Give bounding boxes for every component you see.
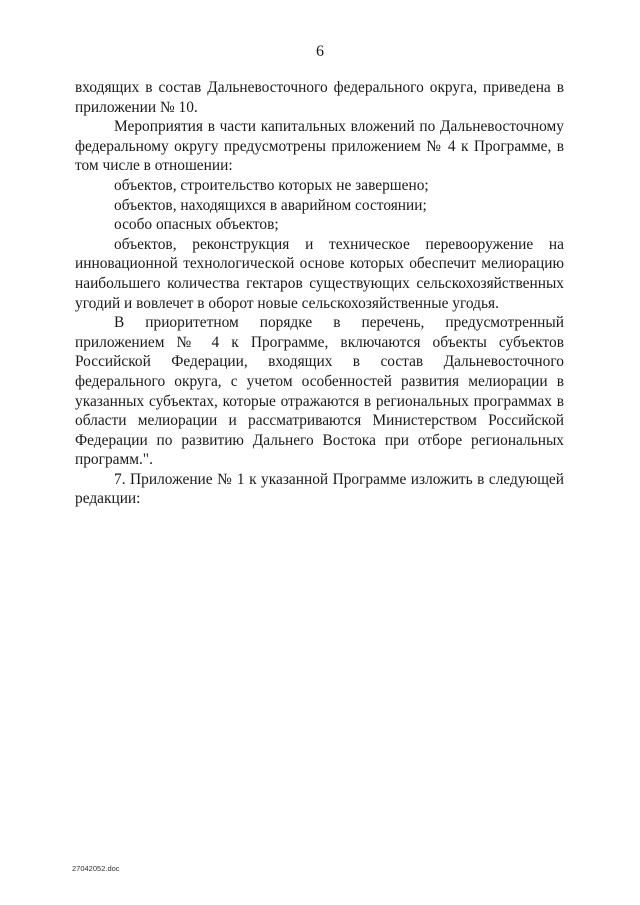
- document-body: [75, 78, 564, 509]
- paragraph-priority-order: В приоритетном порядке в перечень, предусмотренный приложением № 4 к Программе, включаются объекты субъектов Российской Федерации, входящих в состав Дальневосточного федерального округа, с учетом особенностей развития мелиорации в указанных субъектах, которые отражаются в региональных программах в области мелиорации и рассматриваются Министерством Российской Федерации по развитию Дальнего Востока при отборе региональных программ.".: [75, 314, 564, 469]
- list-item-emergency-objects: объектов, находящихся в аварийном состоянии;: [114, 196, 427, 214]
- document-code: 27042052.doc: [72, 864, 120, 873]
- paragraph-item-7: 7. Приложение № 1 к указанной Программе изложить в следующей редакции:: [75, 470, 564, 508]
- list-item-reconstruction-objects: объектов, реконструкция и техническое перевооружение на инновационной технологической основе которых обеспечит мелиорацию наибольшего количества гектаров существующих сельскохозяйственных угодий и вовлечет в оборот новые сельскохозяйственные угодья.: [75, 235, 564, 312]
- page-number: 6: [316, 43, 324, 60]
- list-item-hazardous-objects: особо опасных объектов;: [114, 216, 279, 234]
- paragraph-capital-investments: Мероприятия в части капитальных вложений по Дальневосточному федеральному округу предусмотрены приложением № 4 к Программе, в том числе в отношении:: [75, 118, 564, 175]
- list-item-unfinished-objects: объектов, строительство которых не завершено;: [114, 176, 429, 194]
- paragraph-continuation: входящих в состав Дальневосточного федерального округа, приведена в приложении № 10.: [75, 79, 564, 116]
